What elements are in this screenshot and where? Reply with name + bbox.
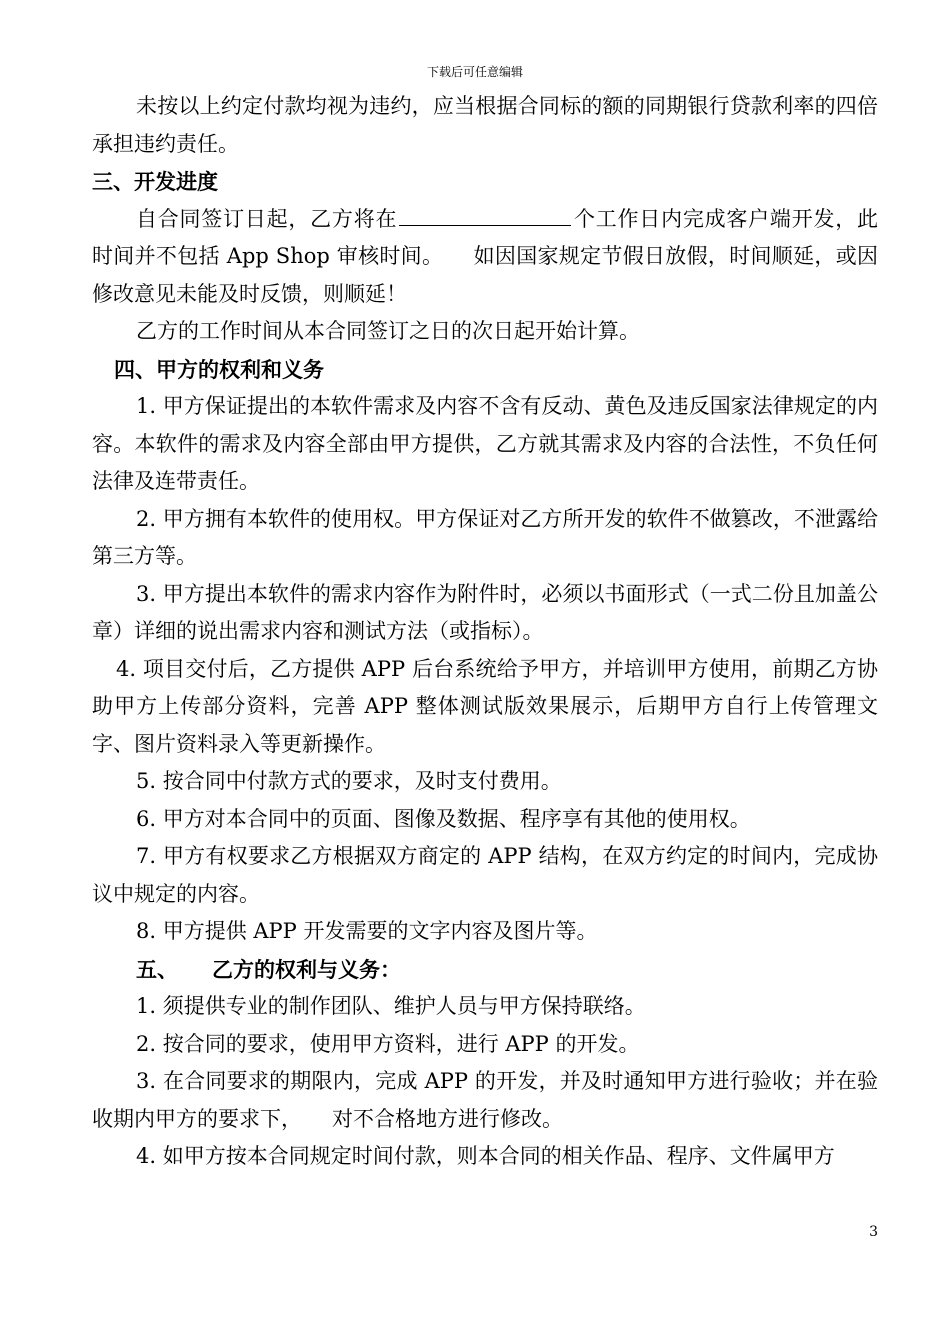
section-4-item-7: 7. 甲方有权要求乙方根据双方商定的 APP 结构，在双方约定的时间内，完成协议中规定的内容。 xyxy=(92,844,878,906)
section-3-heading: 三、开发进度 xyxy=(92,169,218,194)
section-4-item-3: 3. 甲方提出本软件的需求内容作为附件时，必须以书面形式（一式二份且加盖公章）详细的说出需求内容和测试方法（或指标）。 xyxy=(92,581,878,643)
section-5-item-3-text-b: 对不合格地方进行修改。 xyxy=(332,1106,563,1131)
penalty-paragraph: 未按以上约定付款均视为违约，应当根据合同标的额的同期银行贷款利率的四倍承担违约责任。 xyxy=(92,94,878,156)
section-5-heading xyxy=(92,951,878,989)
section-4-item-2: 2. 甲方拥有本软件的使用权。甲方保证对乙方所开发的软件不做篡改，不泄露给第三方等。 xyxy=(92,506,878,568)
section-5-heading-text: 乙方的权利与义务： xyxy=(212,956,401,982)
section-5-item-2: 2. 按合同的要求，使用甲方资料，进行 APP 的开发。 xyxy=(136,1031,640,1056)
section-4-heading: 四、甲方的权利和义务 xyxy=(114,356,324,382)
section-4-item-6: 6. 甲方对本合同中的页面、图像及数据、程序享有其他的使用权。 xyxy=(136,806,751,831)
section-4-item-8: 8. 甲方提供 APP 开发需要的文字内容及图片等。 xyxy=(136,919,598,943)
section-5-item-3 xyxy=(92,1063,878,1138)
days-blank-field[interactable] xyxy=(399,203,571,226)
section-5-item-1: 1. 须提供专业的制作团队、维护人员与甲方保持联络。 xyxy=(136,994,646,1018)
section-4-item-4: 4. 项目交付后，乙方提供 APP 后台系统给予甲方，并培训甲方使用，前期乙方协助甲方上传部分资料，完善 APP 整体测试版效果展示，后期甲方自行上传管理文字、图片资料录入等更新操作。 xyxy=(92,656,878,756)
section-3-text-a: 自合同签订日起，乙方将在 xyxy=(136,206,398,231)
section-5-item-4: 4. 如甲方按本合同规定时间付款，则本合同的相关作品、程序、文件属甲方 xyxy=(136,1144,835,1168)
page-header: 下载后可任意编辑 xyxy=(426,65,523,79)
section-5-item-3-text-a: 3. 在合同要求的期限内，完成 APP 的开发，并及时通知甲方进行验收；并在验收期内甲方的要求下， xyxy=(92,1069,878,1131)
section-3-text-b: 个工作日内完成客户端开发，此时间并不包括 App Shop 审核时间。 xyxy=(92,206,879,268)
page-number: 3 xyxy=(869,1224,878,1240)
section-5-heading-number: 五、 xyxy=(136,956,178,982)
section-3-paragraph-1 xyxy=(92,201,878,314)
section-3-text-c: 如因国家规定节假日放假，时间顺延，或因修改意见未能及时反馈，则顺延！ xyxy=(92,244,879,306)
section-3-paragraph-2: 乙方的工作时间从本合同签订之日的次日起开始计算。 xyxy=(136,319,640,343)
section-4-item-5: 5. 按合同中付款方式的要求，及时支付费用。 xyxy=(136,769,562,793)
document-body xyxy=(92,88,878,1176)
section-4-item-1: 1. 甲方保证提出的本软件需求及内容不含有反动、黄色及违反国家法律规定的内容。本软件的需求及内容全部由甲方提供，乙方就其需求及内容的合法性，不负任何法律及连带责任。 xyxy=(92,394,878,493)
